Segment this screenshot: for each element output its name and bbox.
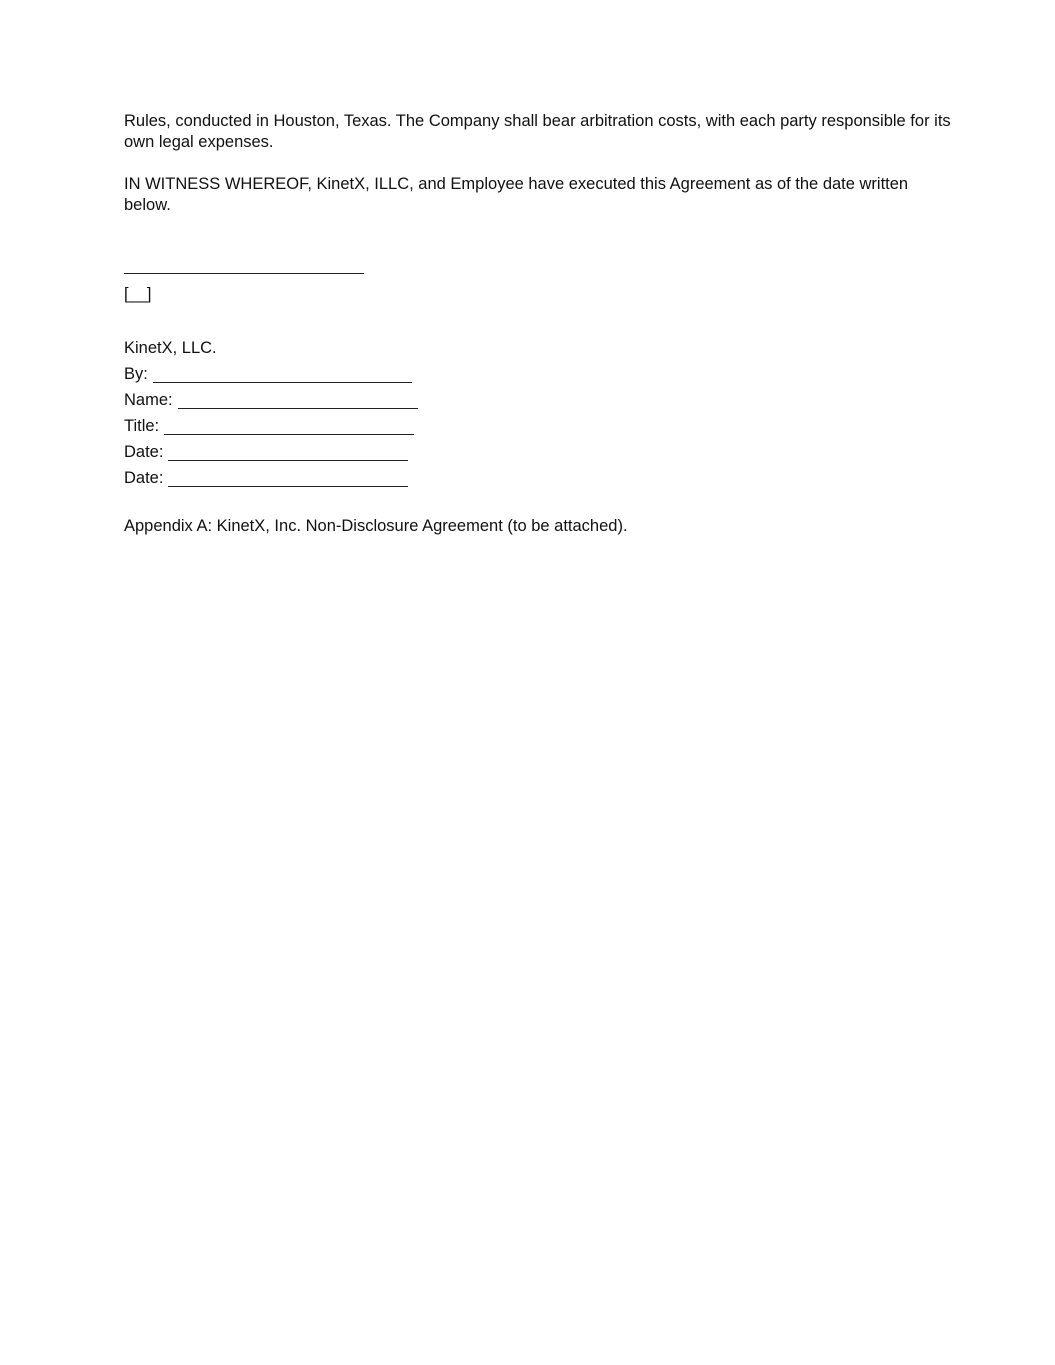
employee-name-placeholder: [__] bbox=[124, 285, 152, 303]
by-signature-line bbox=[153, 364, 412, 383]
company-signature-block bbox=[124, 335, 418, 491]
title-line bbox=[164, 416, 414, 435]
title-row bbox=[124, 413, 418, 439]
name-label: Name: bbox=[124, 391, 173, 409]
date-row-2 bbox=[124, 465, 418, 491]
by-label: By: bbox=[124, 365, 148, 383]
arbitration-paragraph: Rules, conducted in Houston, Texas. The Company shall bear arbitration costs, with each party responsible for its own legal expenses. bbox=[124, 112, 951, 151]
witness-paragraph: IN WITNESS WHEREOF, KinetX, ILLC, and Employee have executed this Agreement as of the date written below. bbox=[124, 175, 909, 214]
employee-signature-line bbox=[124, 273, 364, 274]
by-row bbox=[124, 361, 418, 387]
name-line bbox=[178, 390, 418, 409]
appendix-note: Appendix A: KinetX, Inc. Non-Disclosure Agreement (to be attached). bbox=[124, 517, 628, 535]
date-label-2: Date: bbox=[124, 469, 164, 487]
name-row bbox=[124, 387, 418, 413]
title-label: Title: bbox=[124, 417, 160, 435]
date-line-1 bbox=[168, 442, 408, 461]
date-label-1: Date: bbox=[124, 443, 164, 461]
company-name: KinetX, LLC. bbox=[124, 339, 217, 357]
company-name-row bbox=[124, 335, 418, 361]
date-row-1 bbox=[124, 439, 418, 465]
date-line-2 bbox=[168, 468, 408, 487]
